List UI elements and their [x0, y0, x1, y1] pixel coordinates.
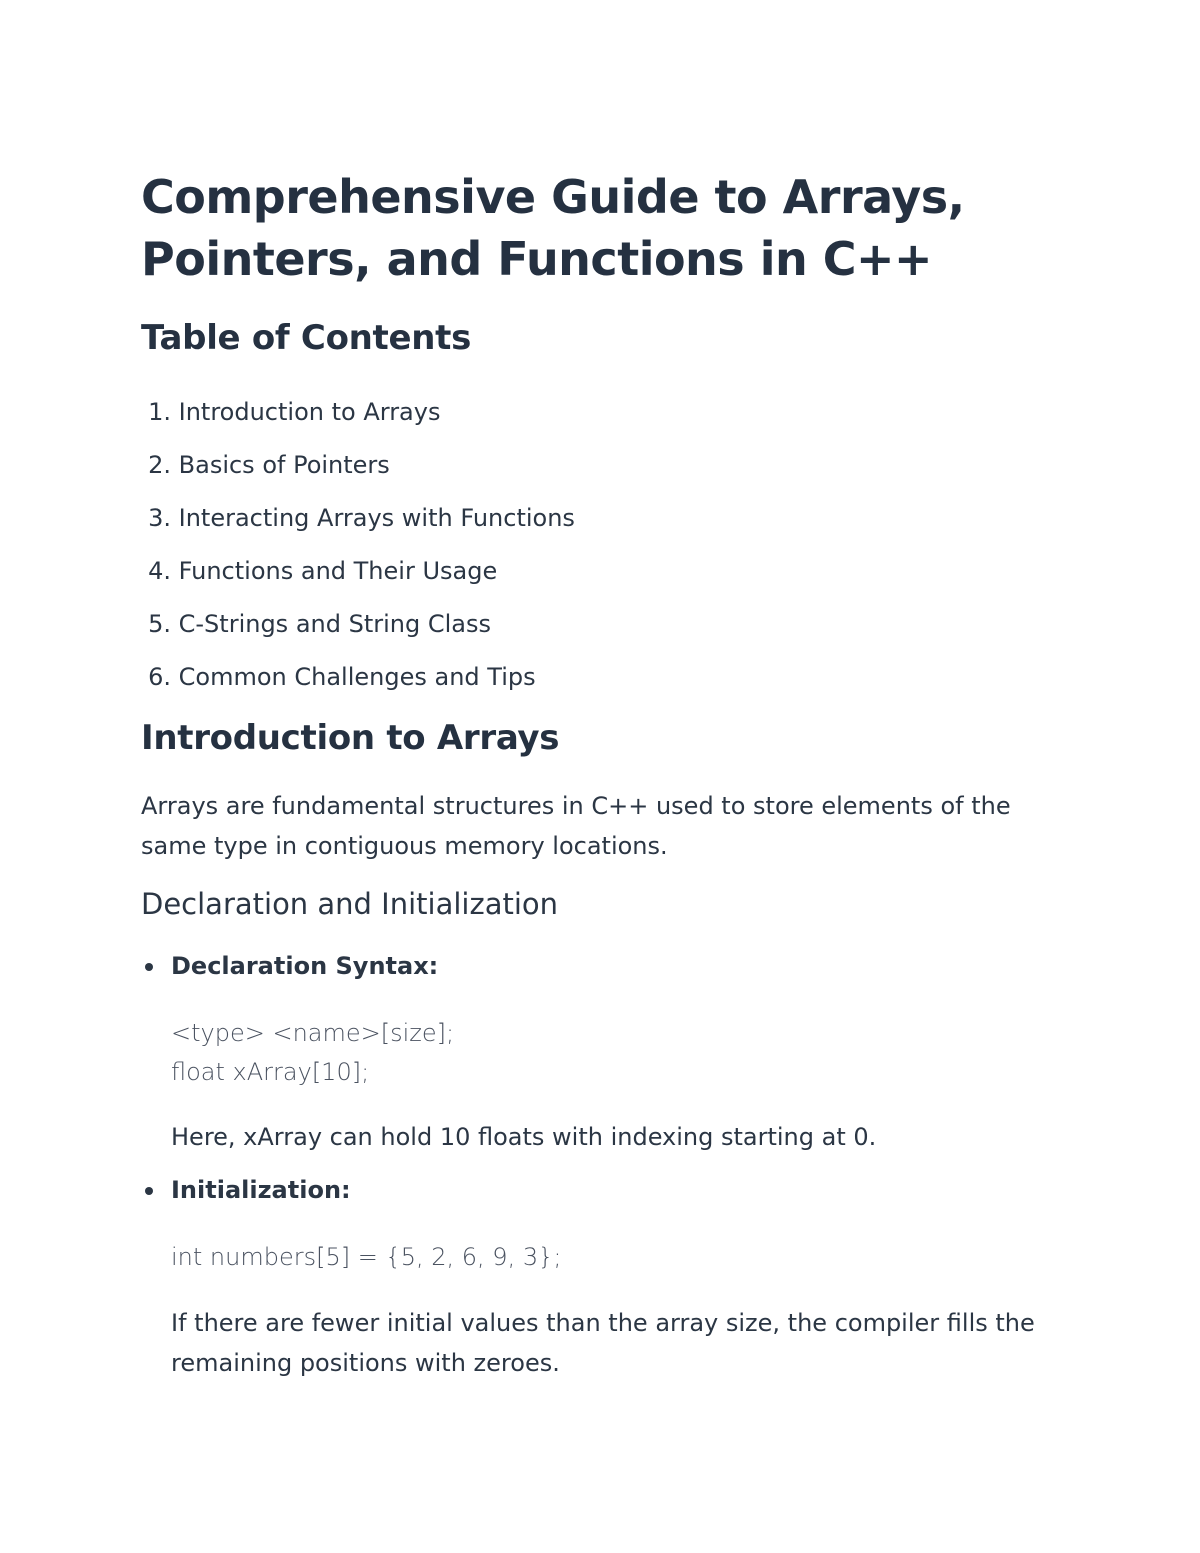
- toc-item-label: Interacting Arrays with Functions: [178, 504, 575, 532]
- toc-item-number: 1.: [148, 398, 171, 426]
- code-block: int numbers[5] = {5, 2, 6, 9, 3};: [171, 1243, 562, 1271]
- toc-item: [141, 545, 575, 598]
- toc-item-label: Functions and Their Usage: [178, 557, 498, 585]
- toc-item-number: 6.: [148, 663, 171, 691]
- bullet-paragraph: If there are fewer initial values than the array size, the compiler fills the remaining positions with zeroes.: [171, 1309, 1035, 1377]
- toc-item-number: 3.: [148, 504, 171, 532]
- toc-item: [141, 598, 575, 651]
- bullet-dot-icon: [145, 1187, 153, 1195]
- toc-item-number: 4.: [148, 557, 171, 585]
- table-of-contents: [141, 386, 575, 704]
- section-heading-intro: Introduction to Arrays: [141, 718, 560, 758]
- toc-item-label: C-Strings and String Class: [178, 610, 491, 638]
- toc-item: [141, 439, 575, 492]
- intro-paragraph: Arrays are fundamental structures in C++ used to store elements of the same type in contiguous memory locations.: [141, 792, 1011, 860]
- toc-item-number: 5.: [148, 610, 171, 638]
- subsection-heading: Declaration and Initialization: [141, 887, 559, 921]
- toc-item-label: Introduction to Arrays: [178, 398, 441, 426]
- bullet-label: Declaration Syntax:: [171, 952, 439, 980]
- bullet-paragraph: Here, xArray can hold 10 floats with indexing starting at 0.: [171, 1123, 877, 1151]
- toc-item: [141, 651, 575, 704]
- toc-item-label: Common Challenges and Tips: [178, 663, 536, 691]
- bullet-dot-icon: [145, 963, 153, 971]
- document-title: Comprehensive Guide to Arrays, Pointers, and Functions in C++: [141, 170, 965, 286]
- bullet-label: Initialization:: [171, 1176, 351, 1204]
- toc-item-number: 2.: [148, 451, 171, 479]
- toc-item: [141, 492, 575, 545]
- toc-heading: Table of Contents: [141, 318, 472, 358]
- toc-item: [141, 386, 575, 439]
- code-block: <type> <name>[size]; float xArray[10];: [171, 1019, 455, 1086]
- toc-item-label: Basics of Pointers: [178, 451, 390, 479]
